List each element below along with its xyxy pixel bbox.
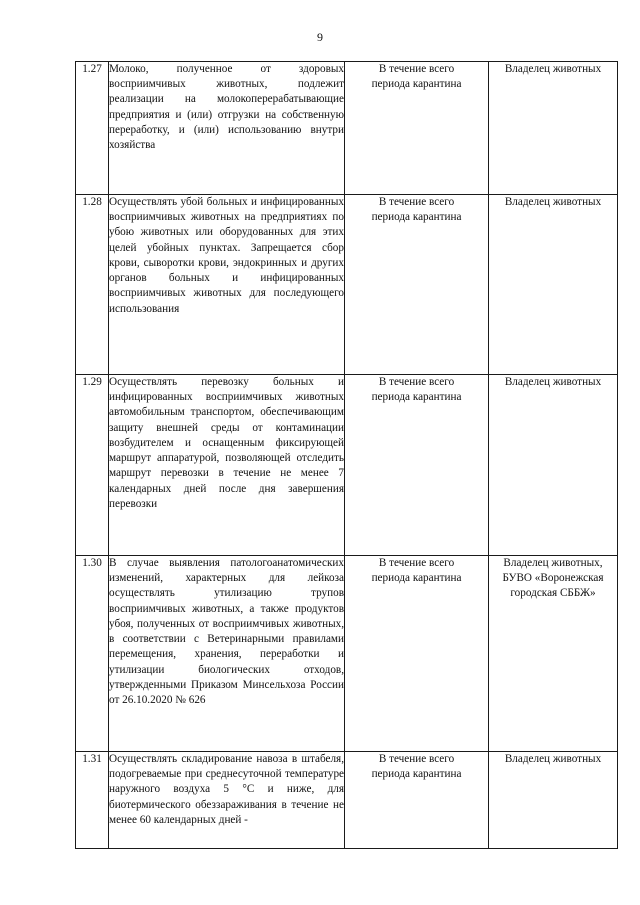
table-row bbox=[76, 375, 618, 556]
deadline-line: В течение всего bbox=[378, 196, 455, 208]
responsible-cell: Владелец животных bbox=[489, 62, 618, 195]
row-number: 1.31 bbox=[76, 752, 109, 849]
responsible-cell: Владелец животных bbox=[489, 752, 618, 849]
deadline-cell bbox=[345, 752, 489, 849]
table-row bbox=[76, 195, 618, 375]
deadline-cell bbox=[345, 195, 489, 375]
responsible-cell: Владелец животных bbox=[489, 375, 618, 556]
deadline-line: периода карантина bbox=[371, 768, 462, 781]
deadline-line: В течение всего bbox=[378, 376, 455, 388]
deadline-line: В течение всего bbox=[378, 753, 455, 765]
deadline-cell bbox=[345, 375, 489, 556]
deadline-cell bbox=[345, 556, 489, 752]
deadline-cell bbox=[345, 62, 489, 195]
table-row bbox=[76, 62, 618, 195]
row-number: 1.30 bbox=[76, 556, 109, 752]
deadline-line: периода карантина bbox=[371, 572, 462, 585]
row-number: 1.29 bbox=[76, 375, 109, 556]
deadline-line: периода карантина bbox=[371, 78, 462, 91]
responsible-cell: Владелец животных, БУВО «Воронежская городская СББЖ» bbox=[489, 556, 618, 752]
measure-text: В случае выявления патологоанатомических изменений, характерных для лейкоза осуществлять утилизацию трупов восприимчивых животных, а также продуктов убоя, полученных от восприимчивых животных, в соответствии с Ветеринарными правилами перемещения, хранения, переработки и утилизации биологических отходов, утвержденными Приказом Минсельхоза России от 26.10.2020 № 626 bbox=[109, 556, 345, 752]
measure-text: Осуществлять убой больных и инфицированных восприимчивых животных на предприятиях по убою животных или оборудованных для этих целей убойных пунктах. Запрещается сбор крови, сыворотки крови, эндокринных и других органов больных и инфицированных восприимчивых животных для последующего использования bbox=[109, 195, 345, 375]
deadline-line: В течение всего bbox=[378, 63, 455, 75]
deadline-line: периода карантина bbox=[371, 391, 462, 404]
row-number: 1.27 bbox=[76, 62, 109, 195]
table-row bbox=[76, 556, 618, 752]
measure-text: Осуществлять перевозку больных и инфицированных восприимчивых животных автомобильным транспортом, обеспечивающим защиту внешней среды от контаминации возбудителем и оснащенным фиксирующей маршрут аппаратурой, позволяющей отследить маршрут перевозки в течение не менее 7 календарных дней после дня завершения перевозки bbox=[109, 375, 345, 556]
deadline-line: В течение всего bbox=[378, 557, 455, 569]
measure-text: Молоко, полученное от здоровых восприимчивых животных, подлежит реализации на молокоперерабатывающие предприятия и (или) отгрузки на собственную переработку, и (или) использованию внутри хозяйства bbox=[109, 62, 345, 195]
measures-table bbox=[75, 61, 618, 849]
page-number: 9 bbox=[317, 30, 323, 44]
responsible-cell: Владелец животных bbox=[489, 195, 618, 375]
table-row bbox=[76, 752, 618, 849]
row-number: 1.28 bbox=[76, 195, 109, 375]
deadline-line: периода карантина bbox=[371, 211, 462, 224]
measure-text: Осуществлять складирование навоза в штабеля, подогреваемые при среднесуточной температуре наружного воздуха 5 °С и ниже, для биотермического обеззараживания в течение не менее 60 календарных дней - bbox=[109, 752, 345, 849]
